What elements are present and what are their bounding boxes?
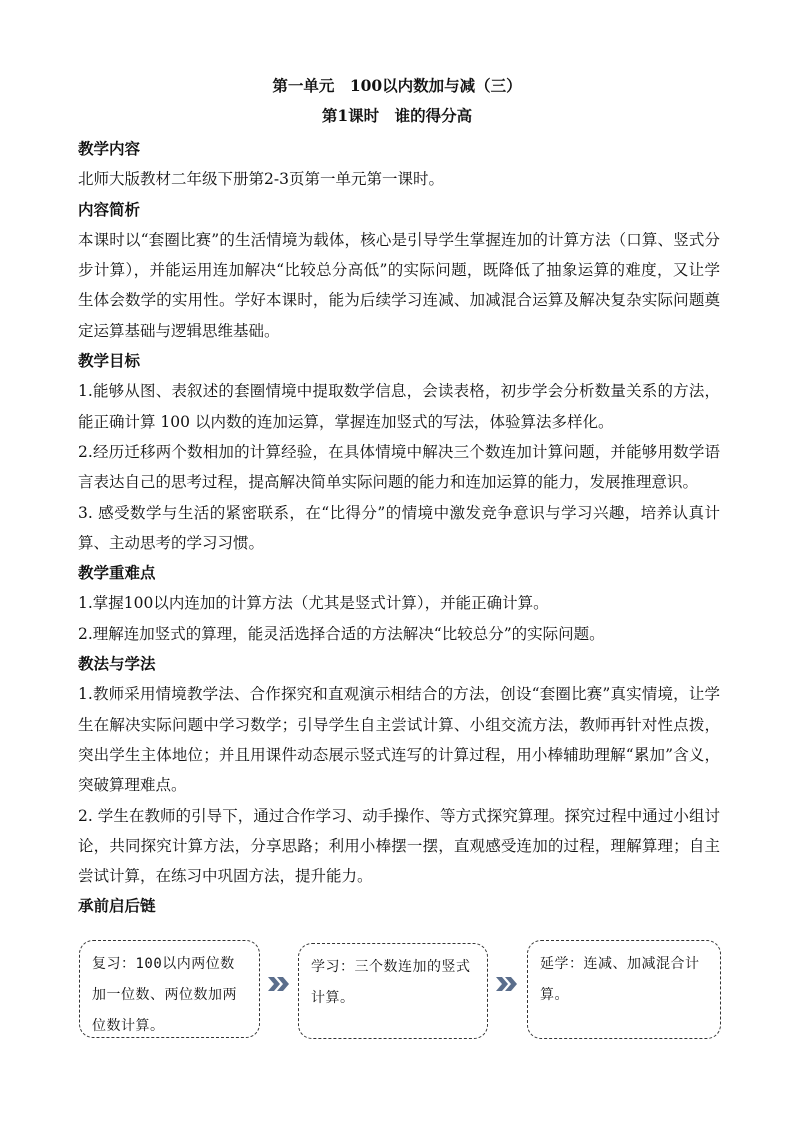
section-heading: 承前启后链 xyxy=(78,896,156,916)
unit-title: 第一单元 100以内数加与减（三） xyxy=(272,76,522,95)
section-heading: 教学目标 xyxy=(78,351,141,371)
flow-box-extend: 延学：连减、加减混合计算。 xyxy=(527,940,721,1039)
flow-box-learn: 学习：三个数连加的竖式计算。 xyxy=(298,943,488,1039)
paragraph: 2. 学生在教师的引导下，通过合作学习、动手操作、等方式探究算理。探究过程中通过小组讨论，共同探究计算方法，分享思路；利用小棒摆一摆，直观感受连加的过程，理解算理；自主尝试计算，在练习中巩固方法，提升能力。 xyxy=(78,806,720,886)
section-methods xyxy=(78,649,720,891)
section-chain xyxy=(78,891,720,921)
section-objectives xyxy=(78,346,720,558)
learning-chain-flow xyxy=(0,937,794,1042)
section-analysis xyxy=(78,195,720,346)
double-chevron-right-icon xyxy=(266,975,292,993)
double-chevron-right-icon xyxy=(494,975,520,993)
lesson-plan-body xyxy=(78,134,720,922)
lesson-title: 第1课时 谁的得分高 xyxy=(321,106,473,125)
paragraph: 2.经历迁移两个数相加的计算经验，在具体情境中解决三个数连加计算问题，并能够用数学语言表达自己的思考过程，提高解决简单实际问题的能力和连加运算的能力，发展推理意识。 xyxy=(78,442,720,492)
paragraph: 3. 感受数学与生活的紧密联系，在“比得分”的情境中激发竞争意识与学习兴趣，培养认真计算、主动思考的学习习惯。 xyxy=(78,503,720,552)
paragraph: 1.能够从图、表叙述的套圈情境中提取数学信息，会读表格，初步学会分析数量关系的方法，能正确计算 100 以内数的连加运算，掌握连加竖式的写法，体验算法多样化。 xyxy=(78,382,720,431)
paragraph: 1.掌握100以内连加的计算方法（尤其是竖式计算），并能正确计算。 xyxy=(78,594,549,613)
paragraph: 1.教师采用情境教学法、合作探究和直观演示相结合的方法，创设“套圈比赛”真实情境，让学生在解决实际问题中学习数学；引导学生自主尝试计算、小组交流方法，教师再针对性点拨，突出学生主体地位；并且用课件动态展示竖式连写的计算过程，用小棒辅助理解“累加”含义，突破算理难点。 xyxy=(78,685,720,795)
section-heading: 教学内容 xyxy=(78,139,141,158)
section-heading: 教学重难点 xyxy=(78,563,156,583)
section-heading: 内容简析 xyxy=(78,199,141,219)
flow-box-review: 复习：100以内两位数加一位数、两位数加两位数计算。 xyxy=(79,940,260,1038)
paragraph: 北师大版教材二年级下册第2-3页第一单元第一课时。 xyxy=(78,170,444,189)
paragraph: 2.理解连加竖式的算理，能灵活选择合适的方法解决“比较总分”的实际问题。 xyxy=(78,624,605,643)
section-content xyxy=(78,134,720,195)
section-key-points xyxy=(78,558,720,649)
paragraph: 本课时以“套圈比赛”的生活情境为载体，核心是引导学生掌握连加的计算方法（口算、竖式分步计算），并能运用连加解决“比较总分高低”的实际问题，既降低了抽象运算的难度，又让学生体会数学的实用性。学好本课时，能为后续学习连减、加减混合运算及解决复杂实际问题奠定运算基础与逻辑思维基础。 xyxy=(78,230,720,340)
section-heading: 教法与学法 xyxy=(78,654,156,674)
